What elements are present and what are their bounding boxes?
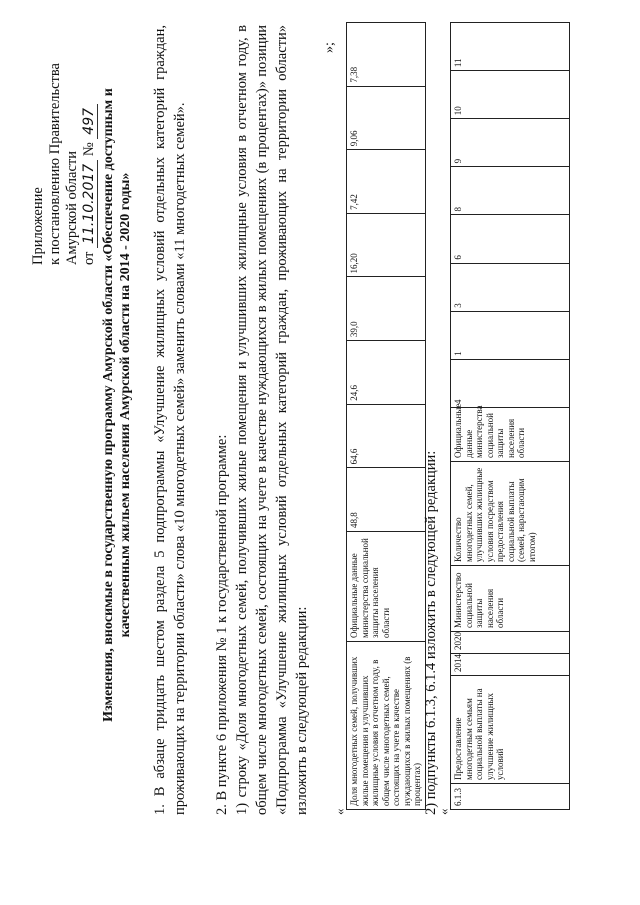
source-cell: Официальные данные министерства социальной защиты населения области — [347, 532, 426, 642]
value-cell: 64,6 — [347, 404, 426, 468]
value-cell: 7,38 — [347, 23, 426, 87]
date-prefix: от — [81, 251, 97, 265]
value-cell: 4 — [451, 359, 570, 407]
handwritten-number: 497 — [81, 104, 98, 139]
handwritten-date: 11.10.2017 — [81, 160, 98, 248]
value-cell: 16,20 — [347, 213, 426, 277]
value-cell: 9 — [451, 119, 570, 167]
table-row — [347, 23, 426, 810]
indicator-cell: Доля многодетных семей, получивших жилые помещения и улучшивших жилищные условия в отчетном году, в общем числе многодетных семей, состоящих на учете в качестве нуждающихся в жилых помещениях (в процентах) — [347, 642, 426, 810]
table-subpoints — [450, 22, 570, 810]
paragraph-4: 2) подпункты 6.1.3, 6.1.4 изложить в следующей редакции: — [423, 450, 439, 815]
table-indicator-share — [346, 22, 426, 810]
value-cell: 6 — [451, 215, 570, 263]
value-cell: 11 — [451, 23, 570, 71]
paragraph-3: 1) строку «Доля многодетных семей, получивших жилые помещения и улучшивших жилищные условия в отчетном году, в общем числе многодетных семей, состоящих на учете в качестве нуждающихся в жилых помещениях (в процентах)» позиции «Подпрограмма «Улучшение жилищных условий отдельных категорий граждан, проживающих на территории области» изложить в следующей редакции: — [234, 25, 310, 815]
paragraph-2: 2. В пункте 6 приложения № 1 к государственной программе: — [214, 434, 230, 815]
number-prefix: № — [81, 142, 97, 157]
value-cell: 48,8 — [347, 468, 426, 532]
approval-header — [30, 35, 98, 265]
source-cell: Официальные данные министерства социальной защиты населения области — [451, 408, 570, 462]
start-year-cell: 2014 — [451, 654, 570, 676]
open-quote-1: « — [332, 808, 347, 815]
title-line-2: качественным жильем населения Амурской области на 2014 - 2020 годы» — [118, 172, 133, 638]
header-line-3: Амурской области — [64, 151, 80, 265]
value-cell: 9,06 — [347, 86, 426, 150]
open-quote-2: « — [436, 808, 451, 815]
indicator-cell: Количество многодетных семей, улучшивших жилищные условия посредством предоставления социальной выплаты (семей, нарастающим итогом) — [451, 462, 570, 566]
paragraph-1: 1. В абзаце тридцать шестом раздела 5 подпрограммы «Улучшение жилищных условий отдельных категорий граждан, проживающих на территории области» слова «10 многодетных семей» заменить словами «11 многодетных семей». — [152, 25, 188, 815]
close-quote-1: »; — [322, 42, 337, 53]
executor-cell: Министерство социальной защиты населения области — [451, 566, 570, 632]
value-cell: 10 — [451, 71, 570, 119]
end-year-cell: 2020 — [451, 632, 570, 654]
value-cell: 8 — [451, 167, 570, 215]
value-cell: 39,0 — [347, 277, 426, 341]
header-line-1: Приложение — [30, 187, 46, 265]
measure-name-cell: Предоставление многодетным семьям социальной выплаты на улучшение жилищных условий — [451, 676, 570, 784]
table-row — [451, 23, 570, 810]
value-cell: 1 — [451, 311, 570, 359]
header-date-line — [81, 35, 98, 265]
value-cell: 3 — [451, 263, 570, 311]
value-cell: 7,42 — [347, 150, 426, 214]
title-line-1: Изменения, вносимые в государственную программу Амурской области «Обеспечение доступным и — [101, 88, 116, 722]
value-cell: 24,6 — [347, 341, 426, 405]
document-title — [100, 55, 134, 755]
number-cell: 6.1.3 — [451, 784, 570, 810]
header-line-2: к постановлению Правительства — [47, 63, 63, 265]
